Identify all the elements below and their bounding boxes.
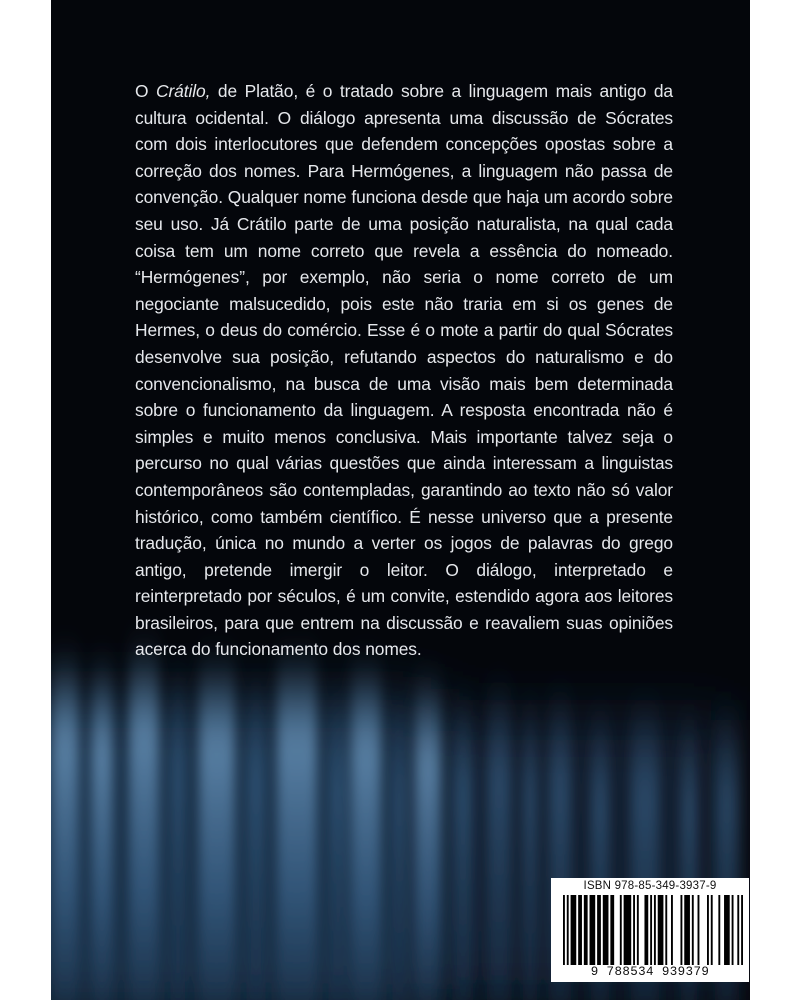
ean-digits: 9 788534 939379 <box>590 965 710 979</box>
barcode-bar <box>584 895 588 965</box>
barcode-bar <box>590 895 596 965</box>
barcode-bar <box>692 895 694 965</box>
barcode-bar <box>597 895 601 965</box>
barcode-bar <box>620 895 622 965</box>
barcode-bar <box>571 895 577 965</box>
barcode-bar <box>741 895 743 965</box>
barcode-bar <box>610 895 614 965</box>
barcode-bar <box>567 895 569 965</box>
blurb-intro-article: O <box>135 81 157 101</box>
barcode-bar <box>637 895 639 965</box>
barcode-bar <box>654 895 656 965</box>
book-back-cover <box>51 0 750 1000</box>
barcode-bar <box>665 895 667 965</box>
barcode-bar <box>624 895 632 965</box>
blurb-text: de Platão, é o tratado sobre a linguagem mais antigo da cultura ocidental. O diálogo apresenta uma discussão de Sócrates com dois interlocutores que defendem concepções opostas sobre a correção dos nomes. Para Hermógenes, a linguagem não passa de convenção. Qualquer nome funciona desde que haja um acordo sobre seu uso. Já Crátilo parte de uma posição naturalista, na qual cada coisa tem um nome correto que revela a essência do nomeado. “Hermógenes”, por exemplo, não seria o nome correto de um negociante malsucedido, pois este não traria em si os genes de Hermes, o deus do comércio. Esse é o mote a partir do qual Sócrates desenvolve sua posição, refutando aspectos do naturalismo e do convencionalismo, na busca de uma visão mais bem determinada sobre o funcionamento da linguagem. A resposta encontrada não é simples e muito menos conclusiva. Mais importante talvez seja o percurso no qual várias questões que ainda interessam a linguistas contemporâneos são contempladas, garantindo ao texto não só valor histórico, como também científico. É nesse universo que a presente tradução, única no mundo a verter os jogos de palavras do grego antigo, pretende imergir o leitor. O diálogo, interpretado e reinterpretado por séculos, é um convite, estendido agora aos leitores brasileiros, para que entrem na discussão e reavaliem suas opiniões acerca do funcionamento dos nomes. <box>135 81 673 660</box>
barcode-bar <box>718 895 720 965</box>
barcode-bar <box>698 895 700 965</box>
back-cover-blurb <box>135 78 673 663</box>
barcode-bar <box>724 895 730 965</box>
barcode-bar <box>603 895 609 965</box>
barcode-bar <box>650 895 652 965</box>
barcode-bar <box>707 895 709 965</box>
barcode-bar <box>644 895 648 965</box>
barcode-bar <box>578 895 582 965</box>
barcode-bar <box>671 895 673 965</box>
barcode-bar <box>680 895 682 965</box>
barcode-bar <box>732 895 734 965</box>
barcode-bar <box>563 895 565 965</box>
barcode-bar <box>711 895 713 965</box>
isbn-barcode <box>551 878 749 982</box>
book-title: Crátilo, <box>156 81 211 101</box>
barcode-bar <box>658 895 664 965</box>
isbn-label: ISBN 978-85-349-3937-9 <box>583 880 717 892</box>
barcode-bar <box>737 895 739 965</box>
barcode-bar <box>684 895 690 965</box>
barcode-bar <box>633 895 635 965</box>
barcode-bars <box>563 895 743 965</box>
